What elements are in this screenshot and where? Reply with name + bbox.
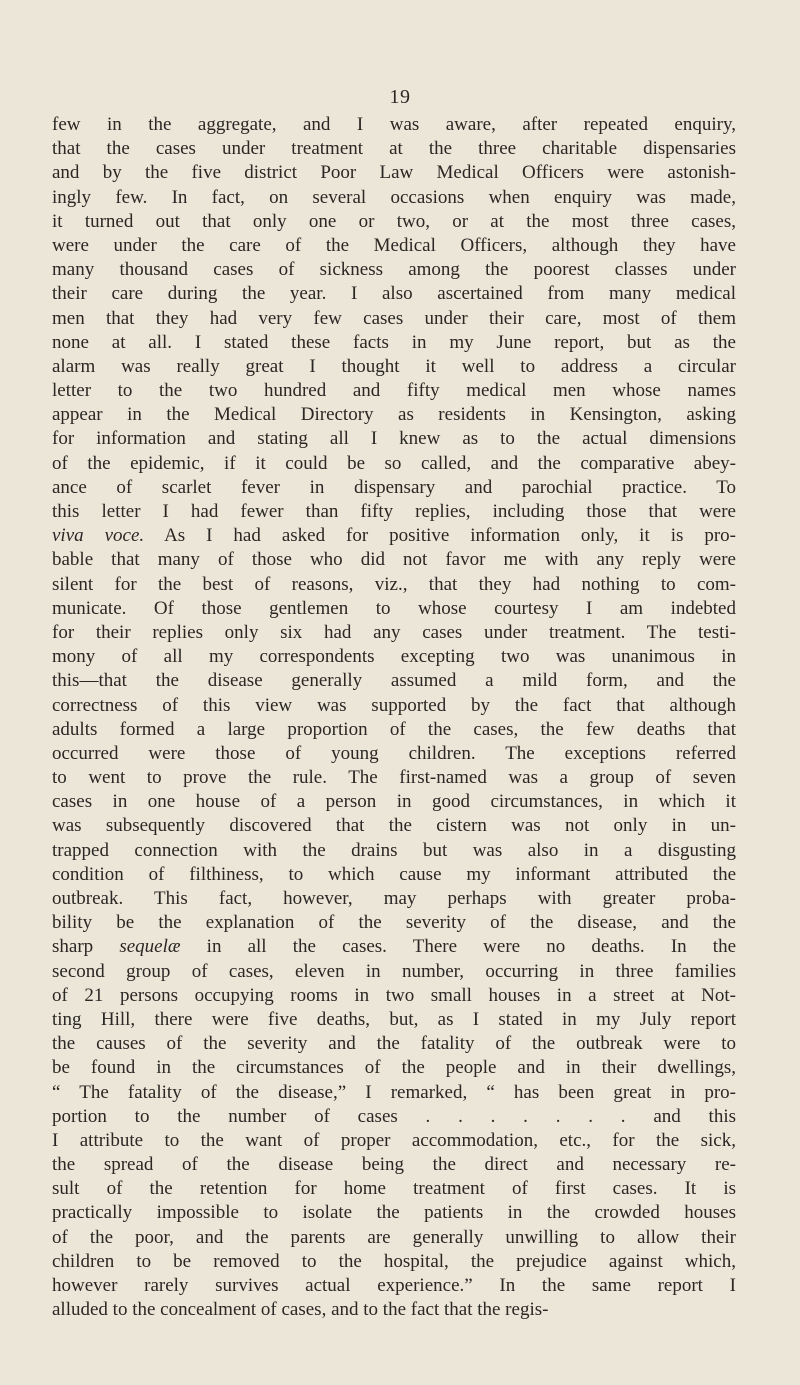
text-line: trapped connection with the drains but was also in a disgusting [52,839,736,861]
text-line: and by the five district Poor Law Medical Officers were astonish- [52,162,736,184]
text-line: occurred were those of young children. The exceptions referred [52,742,736,764]
text-line: were under the care of the Medical Officers, although they have [52,234,736,256]
text-line: ance of scarlet fever in dispensary and parochial practice. To [52,476,736,498]
text-line: to went to prove the rule. The first-named was a group of seven [52,767,736,789]
text-line: ting Hill, there were five deaths, but, as I stated in my July report [52,1008,736,1030]
text-line: that the cases under treatment at the three charitable dispensaries [52,138,736,160]
text-line: of the epidemic, if it could be so called, and the comparative abey- [52,452,736,474]
italic-phrase: viva voce. [52,525,145,547]
text-line: practically impossible to isolate the patients in the crowded houses [52,1202,736,1224]
text-line: cases in one house of a person in good circumstances, in which it [52,791,736,813]
text-line: for information and stating all I knew as to the actual dimensions [52,428,736,450]
text-line: mony of all my correspondents excepting two was unanimous in [52,646,736,668]
text-line: of 21 persons occupying rooms in two small houses in a street at Not- [52,984,736,1006]
text-line: none at all. I stated these facts in my June report, but as the [52,331,736,353]
text-line: bility be the explanation of the severity of the disease, and the [52,912,736,934]
text-line: their care during the year. I also ascertained from many medical [52,283,736,305]
text-line: of the poor, and the parents are generally unwilling to allow their [52,1226,736,1248]
text-line: alarm was really great I thought it well to address a circular [52,355,736,377]
text-line: condition of filthiness, to which cause my informant attributed the [52,863,736,885]
text-line: children to be removed to the hospital, the prejudice against which, [52,1250,736,1272]
text-line: the causes of the severity and the fatality of the outbreak were to [52,1033,736,1055]
text-line: appear in the Medical Directory as residents in Kensington, asking [52,404,736,426]
italic-phrase: sequelæ [119,936,181,958]
text-line: was subsequently discovered that the cistern was not only in un- [52,815,736,837]
text-line: this letter I had fewer than fifty replies, including those that were [52,501,736,522]
text-line: sult of the retention for home treatment of first cases. It is [52,1178,736,1200]
text-line: bable that many of those who did not favor me with any reply were [52,549,736,571]
text-line: ingly few. In fact, on several occasions when enquiry was made, [52,186,736,208]
text-line: it turned out that only one or two, or at the most three cases, [52,210,736,232]
body-text [52,113,736,1322]
text-line: alluded to the concealment of cases, and to the fact that the regis- [52,1299,549,1321]
text-line: be found in the circumstances of the people and in their dwellings, [52,1057,736,1079]
text-line: adults formed a large proportion of the cases, the few deaths that [52,718,736,740]
text-line: sharp sequelæ in all the cases. There were no deaths. In the [52,936,736,958]
text-line: second group of cases, eleven in number, occurring in three families [52,960,736,982]
text-line: correctness of this view was supported by the fact that although [52,694,736,716]
text-line: silent for the best of reasons, viz., that they had nothing to com- [52,573,736,595]
text-line: men that they had very few cases under their care, most of them [52,307,736,329]
text-line: however rarely survives actual experience.” In the same report I [52,1275,736,1296]
text-line: many thousand cases of sickness among the poorest classes under [52,259,736,281]
text-line: municate. Of those gentlemen to whose courtesy I am indebted [52,597,736,619]
text-line: for their replies only six had any cases under treatment. The testi- [52,621,736,643]
text-line: letter to the two hundred and fifty medical men whose names [52,380,736,402]
text-line: viva voce. As I had asked for positive information only, it is pro- [52,525,736,547]
text-line: few in the aggregate, and I was aware, after repeated enquiry, [52,114,736,135]
text-line: the spread of the disease being the direct and necessary re- [52,1154,736,1176]
text-line: “ The fatality of the disease,” I remarked, “ has been great in pro- [52,1081,736,1103]
text-line: outbreak. This fact, however, may perhaps with greater proba- [52,888,736,909]
text-line: portion to the number of cases . . . . . . . and this [52,1105,736,1127]
text-line: I attribute to the want of proper accommodation, etc., for the sick, [52,1129,736,1151]
text-line: this—that the disease generally assumed a mild form, and the [52,670,736,692]
page-number: 19 [389,86,411,108]
